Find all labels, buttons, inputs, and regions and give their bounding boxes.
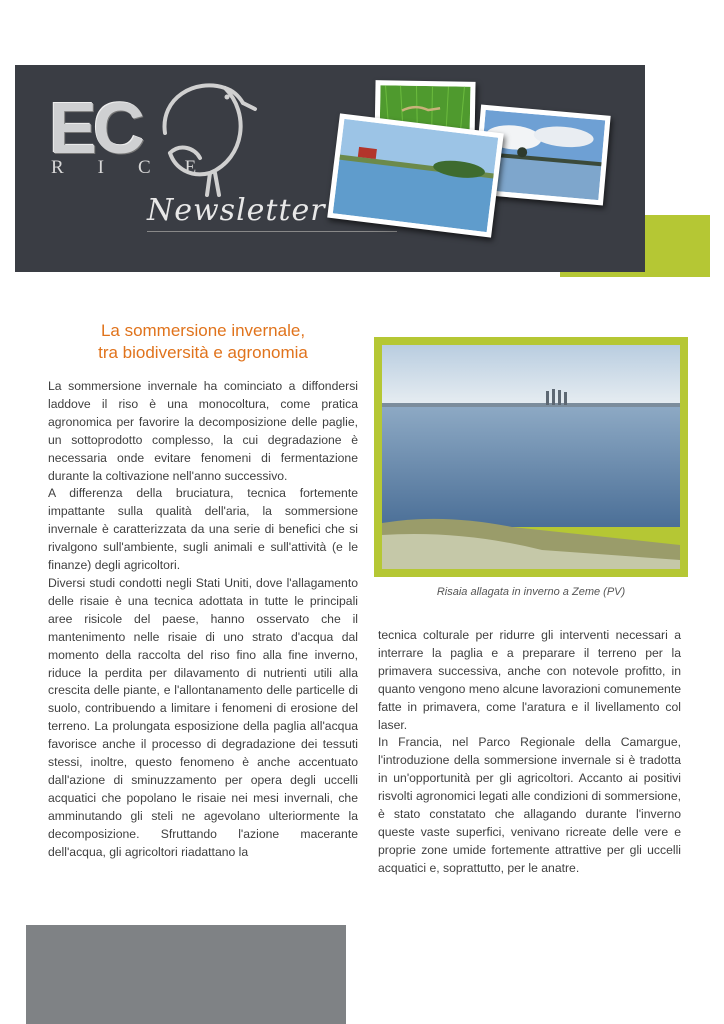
paragraph: Diversi studi condotti negli Stati Uniti, dove l'allagamento delle risaie è una tecnica adottata in tutte le principali aree risicole del paese, hanno osservato che il mantenimento nelle risaie di uno strato d'acqua dal momento della raccolta del riso fino alla fine inverno, riduce la perdita per dilavamento di nutrienti utili alla crescita delle piante, e l'allontanamento delle particelle di suolo, contribuendo a limitare i fenomeni di erosione del terreno. La prolungata esposizione della paglia all'acqua favorisce anche il processo di degradazione dei tessuti stessi, inoltre, questo fenomeno è anche accentuato dall'azione di sminuzzamento per opera degli uccelli acquatici che popolano le risaie nei mesi invernali, che amminutando gli steli ne agevolano ulteriormente la decomposizione. Sfruttando l'azione macerante dell'acqua, gli agricoltori riadattano la xyxy=(48,575,358,859)
logo-rice-text: RICE xyxy=(51,157,231,178)
header-photo-flooded-field xyxy=(327,113,504,237)
logo-eco-text: EC xyxy=(49,89,142,169)
paragraph: tecnica colturale per ridurre gli interventi necessari a interrare la paglia e a preparare il terreno per la primavera successiva, anche con notevole profitto, in quanto vengono meno alcune lavorazioni comunemente fatte in primavera, come l'aratura e il livellamento col laser. xyxy=(378,628,681,732)
footer-grey-block xyxy=(26,925,346,1024)
article-title-line2: tra biodiversità e agronomia xyxy=(98,343,308,362)
article-title-line1: La sommersione invernale, xyxy=(100,321,306,340)
heron-logo-icon xyxy=(155,73,265,203)
flooded-ricefield-photo xyxy=(382,345,680,569)
article-title xyxy=(48,320,358,364)
article-figure xyxy=(374,337,688,577)
newsletter-title: Newsletter xyxy=(147,193,326,228)
figure-caption: Risaia allagata in inverno a Zeme (PV) xyxy=(436,586,626,598)
paragraph: La sommersione invernale ha cominciato a diffondersi laddove il riso è una monocoltura, come pratica agronomica per favorire la decomposizione delle paglie, un sottoprodotto complesso, la cui degradazione è necessaria onde evitare fenomeni di fermentazione durante la coltivazione nell'anno successivo. xyxy=(48,379,358,483)
paragraph: A differenza della bruciatura, tecnica fortemente impattante sulla qualità dell'aria, la sommersione invernale è caratterizzata da una serie di benefici che si rivalgono sull'ambiente, sugli animali e sull'attività (e le finanze) degli agricoltori. xyxy=(48,486,358,573)
article-right-column xyxy=(378,627,681,878)
newsletter-header xyxy=(15,65,645,272)
paragraph: In Francia, nel Parco Regionale della Camargue, l'introduzione della sommersione invernale si è tradotta in un'opportunità per gli agricoltori. Accanto ai positivi risvolti agronomici legati alle condizioni di sommersione, è stato constatato che allagando durante l'inverno queste vaste superfici, venivano ricreate delle vere e proprie zone umide fortemente attrattive per gli uccelli acquatici e, soprattutto, per le anatre. xyxy=(378,735,681,875)
article-left-column xyxy=(48,378,358,861)
newsletter-underline xyxy=(147,231,397,232)
